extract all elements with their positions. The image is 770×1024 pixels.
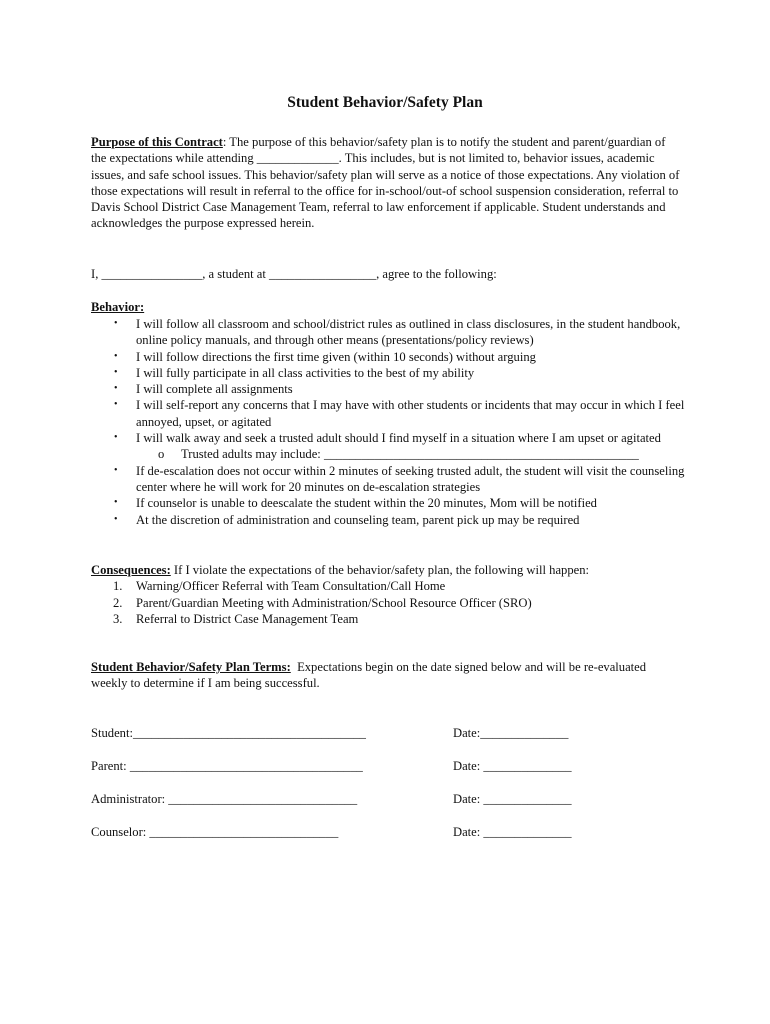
purpose-heading: Purpose of this Contract: [91, 135, 223, 149]
list-item: • I will follow all classroom and school/district rules as outlined in class disclosures, in the student handbook, online policy manuals, and through other means (presentations/policy reviews): [114, 317, 681, 348]
agreement-line: I, ________________, a student at _________________, agree to the following:: [91, 267, 497, 281]
list-item: o Trusted adults may include: __________________________________________________: [158, 447, 639, 462]
list-item: • I will complete all assignments: [114, 382, 293, 397]
bullet-icon: •: [114, 399, 118, 411]
consequences-list: [91, 578, 691, 627]
bullet-icon: •: [114, 350, 118, 362]
consequences-heading: Consequences:: [91, 563, 171, 577]
purpose-text: : The purpose of this behavior/safety plan is to notify the student and parent/guardian of the expectations while attending _____________. This includes, but is not limited to, behavior issues, academic issues, and safe school issues. This behavior/safety plan will serve as a notice of those expectations. Any violation of those expectations will result in referral to the office for in-school/out-of school suspension consideration, referral to Davis School District Case Management Team, referral to law enforcement if applicable. Student understands and acknowledges the purpose expressed herein.: [91, 135, 680, 231]
bullet-icon: •: [114, 432, 118, 444]
list-item: • I will follow directions the first time given (within 10 seconds) without arguing: [114, 349, 536, 364]
trusted-adults-sublist: [136, 446, 691, 462]
behavior-heading: Behavior:: [91, 300, 145, 314]
document-title: Student Behavior/Safety Plan: [287, 94, 483, 111]
bullet-icon: •: [114, 383, 118, 395]
student-signature-line: Student:_____________________________________: [91, 726, 366, 740]
sub-bullet-icon: o: [158, 447, 165, 462]
bullet-icon: •: [114, 464, 118, 476]
list-item: 2. Parent/Guardian Meeting with Administration/School Resource Officer (SRO): [113, 595, 532, 610]
list-item: • I will self-report any concerns that I may have with other students or incidents that may occur in which I feel annoyed, upset, or agitated: [114, 398, 685, 429]
list-item: • If de-escalation does not occur within 2 minutes of seeking trusted adult, the student will visit the counseling center where he will work for 20 minutes on de-escalation strategies: [114, 463, 685, 494]
list-item: • If counselor is unable to deescalate the student within the 20 minutes, Mom will be notified: [114, 496, 597, 511]
terms-text: Expectations begin on the date signed below and will be re-evaluated weekly to determine if I am being successful.: [91, 660, 650, 691]
consequences-section: [91, 562, 691, 627]
counselor-signature-line: Counselor: ______________________________: [91, 825, 339, 839]
parent-date-line: Date: ______________: [453, 759, 572, 773]
list-item: 3. Referral to District Case Management Team: [113, 611, 359, 626]
list-item: • I will fully participate in all class activities to the best of my ability: [114, 365, 475, 380]
consequences-intro: If I violate the expectations of the behavior/safety plan, the following will happen:: [170, 563, 590, 577]
administrator-signature-line: Administrator: ______________________________: [91, 792, 358, 806]
terms-paragraph: [91, 659, 671, 692]
bullet-icon: •: [114, 318, 118, 329]
list-item: • I will walk away and seek a trusted adult should I find myself in a situation where I am upset or agitated o Trusted adults may include: __________________________________________________: [91, 430, 691, 463]
list-item: 1. Warning/Officer Referral with Team Consultation/Call Home: [113, 579, 446, 594]
list-item: • At the discretion of administration and counseling team, parent pick up may be required: [114, 512, 580, 527]
parent-signature-line: Parent: _____________________________________: [91, 759, 363, 773]
terms-heading: Student Behavior/Safety Plan Terms:: [91, 660, 291, 674]
bullet-icon: •: [114, 366, 118, 378]
purpose-paragraph: [91, 134, 681, 232]
behavior-list: [91, 316, 691, 528]
counselor-date-line: Date: ______________: [453, 825, 572, 839]
bullet-icon: •: [114, 513, 118, 525]
administrator-date-line: Date: ______________: [453, 792, 572, 806]
student-date-line: Date:______________: [453, 726, 569, 740]
bullet-icon: •: [114, 497, 118, 509]
